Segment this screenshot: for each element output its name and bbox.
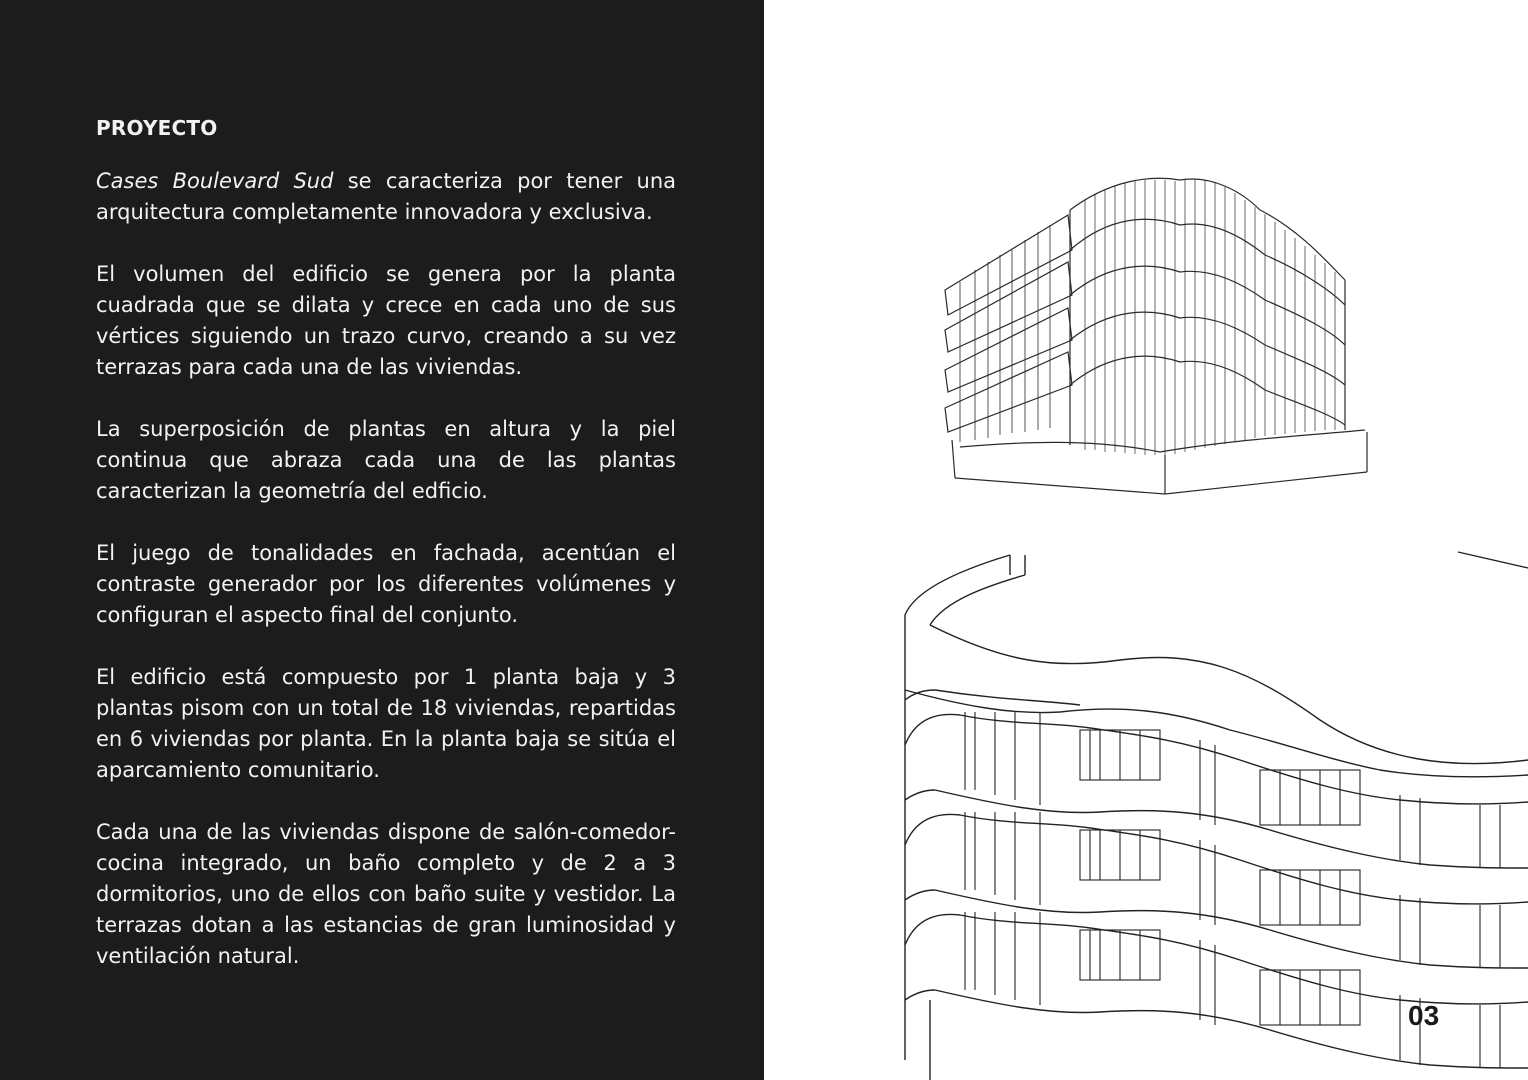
paragraph-dwellings: Cada una de las viviendas dispone de salón-comedor-cocina integrado, un baño completo y de 2 a 3 dormitorios, uno de ellos con baño suite y vestidor. La terrazas dotan a las estancias de gran luminosidad y ventilación natural. — [96, 820, 676, 968]
paragraph-geometry: La superposición de plantas en altura y la piel continua que abraza cada una de las plantas caracterizan la geometría del edficio. — [96, 417, 676, 503]
intro-text: se caracteriza por tener una arquitectura completamente innovadora y exclusiva. — [96, 169, 677, 224]
building-perspective-sketch — [945, 178, 1367, 494]
drawing-panel — [764, 0, 1528, 1080]
project-description — [96, 116, 676, 1003]
intro-paragraph — [96, 166, 676, 228]
paragraph-facade: El juego de tonalidades en fachada, acentúan el contraste generador por los diferentes volúmenes y configuran el aspecto final del conjunto. — [96, 541, 676, 627]
section-heading: PROYECTO — [96, 116, 218, 140]
architectural-drawings — [764, 0, 1528, 1080]
paragraph-volume: El volumen del edificio se genera por la planta cuadrada que se dilata y crece en cada uno de sus vértices siguiendo un trazo curvo, creando a su vez terrazas para cada una de las viviendas. — [96, 262, 676, 379]
paragraph-composition: El edificio está compuesto por 1 planta baja y 3 plantas pisom con un total de 18 viviendas, repartidas en 6 viviendas por planta. En la planta baja se sitúa el aparcamiento comunitario. — [96, 665, 676, 782]
page-number: 03 — [1408, 1000, 1440, 1031]
project-name: Cases Boulevard Sud — [96, 169, 334, 193]
